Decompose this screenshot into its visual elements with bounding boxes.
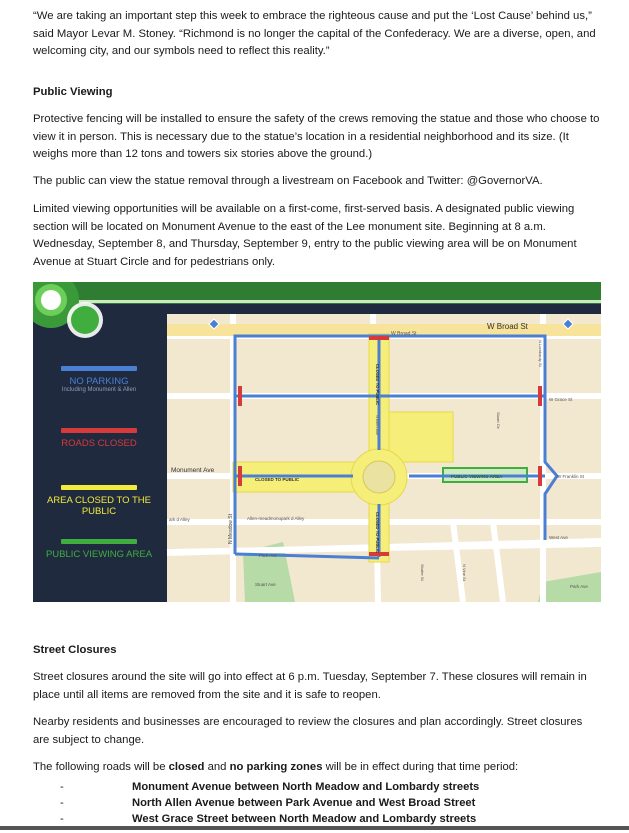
p3-closed-bold: closed <box>168 761 205 773</box>
street-closures-paragraph-2: Nearby residents and businesses are encouraged to review the closures and plan accordingly. Street closures are subject to change. <box>33 716 583 746</box>
label-park-ave-left: Park Ave <box>259 553 277 558</box>
street-closures-p2-block <box>33 714 601 749</box>
legend-public-viewing <box>41 539 157 560</box>
p3-no-parking-bold: no parking zones <box>229 761 323 773</box>
label-w-grace-st: W Grace St <box>549 397 573 402</box>
list-item <box>60 781 600 797</box>
legend-swatch-blue <box>61 366 137 371</box>
street-closures-paragraph-3 <box>33 759 601 777</box>
list-item <box>60 797 600 813</box>
legend-roads-closed-label: ROADS CLOSED <box>61 438 137 449</box>
legend-area-closed <box>41 485 157 517</box>
label-stuart-ave: Stuart Ave <box>255 582 276 587</box>
closed-label-bottom: CLOSED TO PUBLIC <box>375 512 380 554</box>
public-viewing-heading: Public Viewing <box>33 86 113 98</box>
street-closures-heading: Street Closures <box>33 644 117 656</box>
legend-swatch-yellow <box>61 485 137 490</box>
legend-area-closed-label: AREA CLOSED TO THE PUBLIC <box>46 495 151 517</box>
public-viewing-p1-block <box>33 111 601 164</box>
legend-public-viewing-label: PUBLIC VIEWING AREA <box>45 549 153 560</box>
label-monument-ave: Monument Ave <box>171 467 215 474</box>
label-park-alley: ark d Alley <box>169 517 190 522</box>
list-bullet: - <box>60 813 64 825</box>
closure-item-text: West Grace Street between North Meadow and Lombardy streets <box>132 813 477 825</box>
closure-item-text: Monument Avenue between North Meadow and Lombardy streets <box>132 781 480 793</box>
closure-list <box>60 781 600 829</box>
closure-item-text: North Allen Avenue between Park Avenue and West Broad Street <box>132 797 476 809</box>
label-w-broad-st: W Broad St <box>487 322 528 331</box>
label-lombardy: N Lombardy St <box>538 340 543 367</box>
label-allen-alley: Allen-meadmonupark d Alley <box>247 516 305 521</box>
list-bullet: - <box>60 797 64 809</box>
viewing-area-label: PUBLIC VIEWING AREA <box>451 474 503 479</box>
legend-swatch-red <box>61 428 137 433</box>
p3-text-post: will be in effect during that time period: <box>322 761 519 773</box>
street-closures-p1-block <box>33 669 601 704</box>
closed-label-top: CLOSED TO PUBLIC <box>375 364 380 406</box>
legend-swatch-green <box>61 539 137 544</box>
street-closures-section <box>33 642 601 660</box>
street-closures-p3-block <box>33 759 601 777</box>
p3-text-mid: and <box>204 761 230 773</box>
p3-text-pre: The following roads will be <box>33 761 169 773</box>
public-viewing-p3-block <box>33 201 601 271</box>
intro-quote <box>33 8 601 61</box>
public-viewing-paragraph-3: Limited viewing opportunities will be available on a first-come, first-served basis. A designated public viewing section will be located on Monument Avenue to the east of the Lee monument site. Beginning at 8 a.m. Wednesday, September 8, and Thursday, September 9, entry to the public viewing area will be on Monument Avenue at Stuart Circle and for pedestrians only. <box>33 203 577 268</box>
label-n-vine: N Vine St <box>462 564 467 581</box>
closure-map <box>33 282 601 602</box>
legend-no-parking-sub: Including Monument & Allen <box>61 387 137 393</box>
label-stuart-circle: Stuart Cir <box>496 412 501 429</box>
label-w-franklin-st: W Franklin St <box>557 474 585 479</box>
street-closures-paragraph-1: Street closures around the site will go into effect at 6 p.m. Tuesday, September 7. These closures will remain in place until all items are removed from the site and it is safe to reopen. <box>33 671 587 701</box>
list-bullet: - <box>60 781 64 793</box>
label-w-broad-st-small: W Broad St <box>391 331 417 337</box>
legend-roads-closed <box>41 428 157 449</box>
legend-no-parking-label: NO PARKING <box>69 376 129 387</box>
closed-label-left: CLOSED TO PUBLIC <box>255 477 300 482</box>
public-viewing-paragraph-1: Protective fencing will be installed to ensure the safety of the crews removing the statue and those who choose to view it in person. This is necessary due to the statue’s location in a residential neighborhood and its size. (It weighs more than 12 tons and towers six stories above the ground.) <box>33 113 600 160</box>
label-n-meadow: N Meadow St <box>228 513 234 544</box>
quote-paragraph: “We are taking an important step this week to embrace the righteous cause and put the ‘Lost Cause’ behind us,” said Mayor Levar M. Stoney. “Richmond is no longer the capital of the Confederacy. We are a diverse, open, and welcoming city, and our symbols need to reflect this reality.” <box>33 10 596 57</box>
corner-circle-icon-2 <box>71 306 99 334</box>
label-n-allen: N Allen Ave <box>375 415 380 436</box>
public-viewing-paragraph-2: The public can view the statue removal through a livestream on Facebook and Twitter: @GovernorVA. <box>33 175 543 187</box>
legend-no-parking <box>41 366 157 394</box>
label-shafer: Shafer St <box>420 564 425 581</box>
bottom-divider <box>0 826 629 830</box>
label-park-ave-right: Park Ave <box>570 584 588 589</box>
label-west-ave: West Ave <box>549 535 568 540</box>
public-viewing-p2-block <box>33 173 601 191</box>
public-viewing-section <box>33 84 601 102</box>
